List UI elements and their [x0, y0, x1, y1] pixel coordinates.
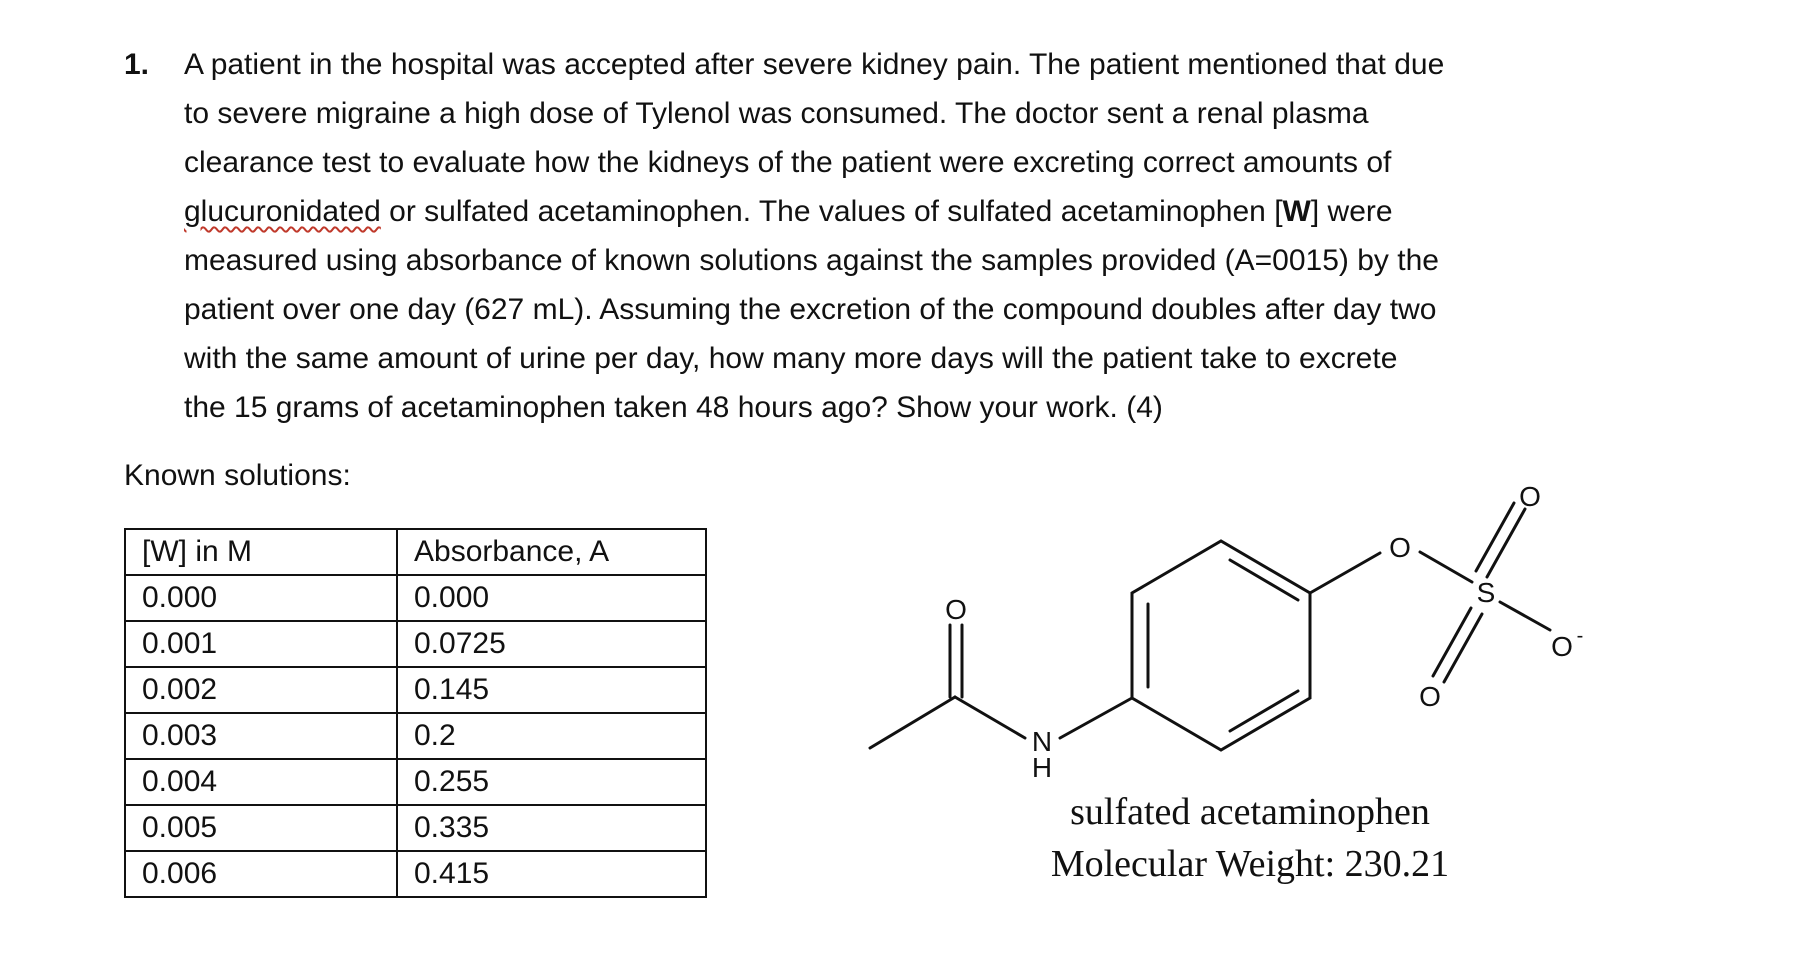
column-header: [W] in M — [125, 529, 397, 575]
bond-methyl — [870, 697, 955, 748]
atom-label-n: N — [1031, 726, 1053, 757]
atom-label-o: O — [945, 594, 967, 625]
atom-label-s: S — [1476, 577, 1496, 608]
bond-o-s — [1420, 552, 1472, 582]
table-row — [125, 667, 706, 713]
table-row — [125, 759, 706, 805]
table-header-row — [125, 529, 706, 575]
table-cell: 0.145 — [397, 667, 706, 713]
benzene-ring — [1132, 541, 1310, 750]
table-cell: 0.002 — [125, 667, 397, 713]
question-line: to severe migraine a high dose of Tylenol was consumed. The doctor sent a renal plasma — [184, 97, 1369, 130]
table-cell: 0.003 — [125, 713, 397, 759]
known-solutions-table — [124, 528, 707, 898]
table-row — [125, 805, 706, 851]
table-cell: 0.000 — [125, 575, 397, 621]
table-row — [125, 621, 706, 667]
bond-c-n — [955, 697, 1025, 738]
question-line: clearance test to evaluate how the kidneys of the patient were excreting correct amounts of — [184, 146, 1392, 179]
bold-variable: W — [1282, 195, 1311, 228]
table-cell: 0.415 — [397, 851, 706, 897]
table-cell: 0.255 — [397, 759, 706, 805]
molecule-caption — [1000, 786, 1500, 890]
atom-label-o: O — [1519, 481, 1541, 512]
question-line: A patient in the hospital was accepted after severe kidney pain. The patient mentioned that due — [184, 48, 1445, 81]
question-line: the 15 grams of acetaminophen taken 48 hours ago? Show your work. (4) — [184, 391, 1163, 424]
molecule-bonds — [870, 503, 1550, 750]
spellcheck-underlined-word[interactable]: glucuronidated — [184, 195, 381, 228]
question-line: measured using absorbance of known solutions against the samples provided (A=0015) by the — [184, 244, 1439, 277]
question-text — [184, 40, 1684, 432]
bond-ring-o — [1310, 553, 1380, 593]
known-solutions-label: Known solutions: — [124, 459, 351, 492]
table-cell: 0.335 — [397, 805, 706, 851]
table-cell: 0.2 — [397, 713, 706, 759]
question-line: glucuronidated or sulfated acetaminophen. The values of sulfated acetaminophen [W] were — [184, 195, 1393, 228]
table-cell: 0.006 — [125, 851, 397, 897]
table-row — [125, 575, 706, 621]
table-row — [125, 851, 706, 897]
charge-label: - — [1576, 625, 1584, 647]
table-cell: 0.001 — [125, 621, 397, 667]
table-row — [125, 713, 706, 759]
atom-label-o-minus: O — [1551, 631, 1573, 662]
molecule-name: sulfated acetaminophen — [1070, 791, 1430, 833]
sulfated-acetaminophen-structure — [850, 480, 1610, 800]
atom-label-o: O — [1389, 532, 1411, 563]
bond-n-ring — [1060, 698, 1132, 738]
question-line: with the same amount of urine per day, how many more days will the patient take to excrete — [184, 342, 1398, 375]
question-number: 1. — [124, 48, 150, 81]
atom-label-h: H — [1031, 752, 1053, 783]
column-header: Absorbance, A — [397, 529, 706, 575]
table-cell: 0.005 — [125, 805, 397, 851]
table-cell: 0.000 — [397, 575, 706, 621]
table-cell: 0.004 — [125, 759, 397, 805]
bond-s-o-minus — [1500, 602, 1550, 630]
table-cell: 0.0725 — [397, 621, 706, 667]
atom-labels — [945, 481, 1583, 783]
atom-label-o: O — [1419, 681, 1441, 712]
question-line: patient over one day (627 mL). Assuming the excretion of the compound doubles after day two — [184, 293, 1437, 326]
molecular-weight: Molecular Weight: 230.21 — [1050, 843, 1450, 885]
